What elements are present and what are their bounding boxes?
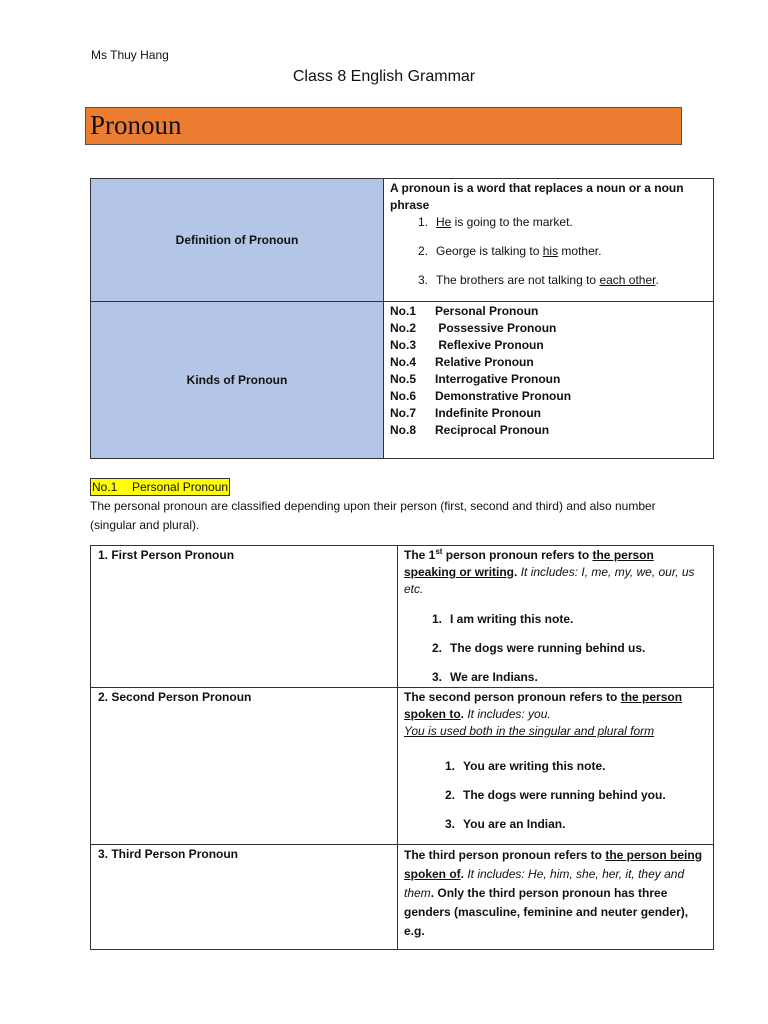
example-text: You are an Indian.: [463, 817, 566, 831]
section-number: No.1: [92, 480, 118, 494]
definition-includes: It includes: He, him, she, her, it, they and them: [404, 867, 685, 900]
kind-item: [390, 303, 707, 320]
third-person-label: 3. Third Person Pronoun: [91, 845, 398, 950]
kind-name: Interrogative Pronoun: [435, 372, 561, 386]
first-person-label: 1. First Person Pronoun: [91, 546, 398, 688]
definition-text: The 1: [404, 548, 436, 562]
example-number: 3.: [444, 817, 455, 831]
kind-number: No.7: [390, 406, 417, 420]
definition-cell: [384, 179, 714, 302]
kind-number: No.1: [390, 304, 417, 318]
definition-text: The third person pronoun refers to: [404, 848, 606, 862]
definition-row: [91, 179, 714, 302]
personal-pronoun-table: [90, 545, 714, 950]
example-text: The dogs were running behind us.: [450, 641, 646, 655]
example-number: 1.: [417, 215, 428, 229]
example-text: .: [655, 273, 659, 287]
kind-name: Reciprocal Pronoun: [435, 423, 550, 437]
definition-key-phrase: the person speaking or writing: [404, 548, 654, 579]
example-pronoun: each other: [599, 273, 656, 287]
example-number: 2.: [417, 244, 428, 258]
example-number: 2.: [444, 788, 455, 802]
definition-includes: It includes: you.: [467, 707, 551, 721]
definition-key-phrase: the person spoken to: [404, 690, 683, 721]
kind-number: No.3: [390, 338, 417, 352]
definition-label: Definition of Pronoun: [91, 179, 384, 302]
topic-banner: [85, 107, 682, 145]
kind-item: [390, 320, 707, 337]
example-item: [404, 669, 707, 686]
kinds-cell: [384, 302, 714, 459]
example-text: The brothers are not talking to: [436, 273, 600, 287]
example-item: [404, 611, 707, 628]
kind-item: [390, 422, 707, 439]
example-text: The dogs were running behind you.: [463, 788, 666, 802]
third-person-row: [91, 845, 714, 950]
example-item: [390, 214, 707, 231]
example-number: 1.: [431, 612, 442, 626]
definition-text: .: [460, 707, 468, 721]
third-person-cell: [398, 845, 714, 950]
second-person-examples: [417, 758, 707, 833]
example-pronoun: He: [436, 215, 452, 229]
example-item: [417, 758, 707, 775]
example-number: 3.: [431, 670, 442, 684]
section-heading: [90, 478, 230, 496]
kind-item: [390, 371, 707, 388]
definition-intro: A pronoun is a word that replaces a noun or a noun phrase: [390, 181, 684, 212]
example-item: [390, 243, 707, 260]
kinds-label: Kinds of Pronoun: [91, 302, 384, 459]
kind-name: Reflexive Pronoun: [435, 338, 544, 352]
kind-name: Demonstrative Pronoun: [435, 389, 572, 403]
second-person-label: 2. Second Person Pronoun: [91, 688, 398, 845]
example-item: [390, 272, 707, 289]
kinds-row: [91, 302, 714, 459]
example-item: [417, 816, 707, 833]
example-pronoun: his: [542, 244, 559, 258]
kind-item: [390, 405, 707, 422]
kind-name: Relative Pronoun: [435, 355, 534, 369]
example-number: 3.: [417, 273, 428, 287]
pronoun-overview-table: [90, 178, 714, 459]
kind-name: Possessive Pronoun: [435, 321, 557, 335]
kind-number: No.4: [390, 355, 417, 369]
section-title: Personal Pronoun: [132, 480, 229, 494]
second-person-note: You is used both in the singular and plural form: [404, 724, 655, 738]
example-text: You are writing this note.: [463, 759, 606, 773]
definition-includes: It includes: I, me, my, we, our, us etc.: [404, 565, 695, 596]
kind-name: Personal Pronoun: [435, 304, 539, 318]
example-text: is going to the market.: [451, 215, 573, 229]
definition-text: The second person pronoun refers to: [404, 690, 621, 704]
first-person-cell: [398, 546, 714, 688]
ordinal-suffix: st: [435, 547, 443, 556]
first-person-row: [91, 546, 714, 688]
example-item: [417, 787, 707, 804]
second-person-row: [91, 688, 714, 845]
third-person-definition: [404, 846, 707, 922]
definition-text: .: [514, 565, 521, 579]
banner-title: Pronoun: [90, 110, 182, 140]
definition-examples: [390, 214, 707, 289]
definition-key-phrase: the person being spoken of: [404, 848, 703, 881]
kind-name: Indefinite Pronoun: [435, 406, 541, 420]
definition-text: person pronoun refers to: [442, 548, 593, 562]
example-number: 1.: [444, 759, 455, 773]
definition-text: . Only the third person pronoun has three genders (masculine, feminine and neuter gender),: [404, 886, 689, 919]
example-text: mother.: [558, 244, 602, 258]
example-text: George is talking to: [436, 244, 543, 258]
example-item: [404, 640, 707, 657]
example-text: We are Indians.: [450, 670, 538, 684]
second-person-definition: [404, 689, 707, 723]
section-description: The personal pronoun are classified depending upon their person (first, second and third) and also number (singular and plural).: [90, 499, 656, 532]
kind-number: No.8: [390, 423, 417, 437]
kind-item: [390, 337, 707, 354]
example-number: 2.: [431, 641, 442, 655]
document-title: Class 8 English Grammar: [292, 68, 476, 85]
example-text: I am writing this note.: [450, 612, 574, 626]
kind-number: No.6: [390, 389, 417, 403]
first-person-definition: [404, 547, 707, 598]
author-name: Ms Thuy Hang: [91, 48, 169, 62]
example-label: e.g.: [404, 924, 425, 938]
definition-text: .: [460, 867, 468, 881]
kind-number: No.2: [390, 321, 417, 335]
kind-item: [390, 388, 707, 405]
first-person-examples: [404, 611, 707, 686]
second-person-cell: [398, 688, 714, 845]
kind-number: No.5: [390, 372, 417, 386]
kind-item: [390, 354, 707, 371]
